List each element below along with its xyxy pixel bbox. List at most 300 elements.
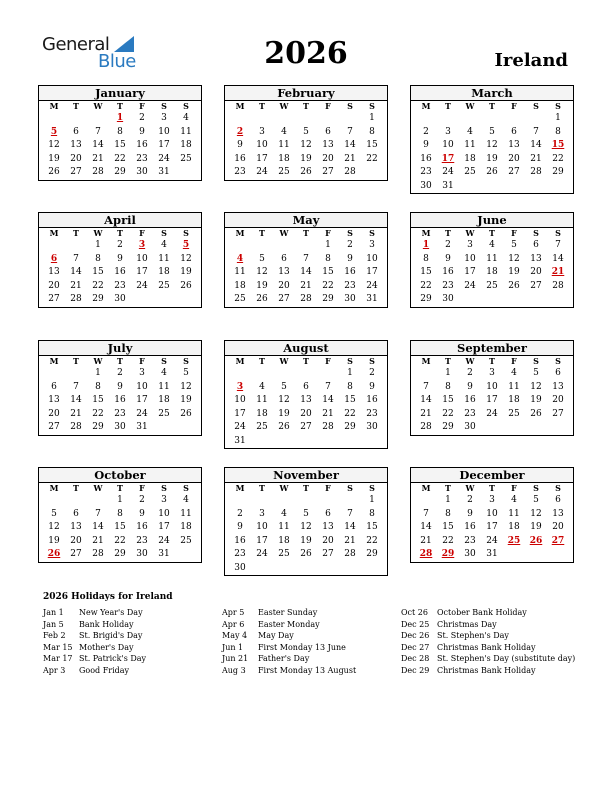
day-cell: 27 [552, 408, 564, 419]
empty-day-cell [317, 435, 339, 449]
day-cell: 13 [278, 267, 290, 277]
day-cell: 1 [445, 368, 451, 378]
month-august [224, 340, 388, 449]
day-cell: 18 [508, 522, 520, 532]
empty-day-cell [317, 112, 339, 126]
day-cell: 22 [344, 408, 356, 419]
empty-day-cell [229, 239, 251, 253]
empty-day-cell [503, 180, 525, 194]
empty-day-cell [131, 293, 153, 307]
holiday-date: Apr 3 [43, 665, 66, 675]
empty-day-cell [251, 435, 273, 449]
empty-day-cell [459, 180, 481, 194]
month-title: April [39, 213, 201, 228]
day-cell: 19 [256, 280, 268, 291]
month-days-grid [225, 101, 387, 180]
day-cell: 30 [464, 422, 476, 432]
empty-day-cell [459, 112, 481, 126]
month-june [410, 212, 574, 308]
day-cell: 2 [139, 495, 145, 505]
day-cell: 10 [136, 381, 148, 392]
day-cell: 28 [92, 167, 104, 177]
day-cell: 24 [136, 408, 148, 419]
day-cell: 25 [180, 153, 192, 164]
day-cell: 31 [158, 549, 170, 559]
day-cell: 29 [420, 294, 432, 304]
empty-day-cell [87, 494, 109, 508]
day-cell: 22 [442, 535, 454, 546]
day-cell: 20 [70, 153, 82, 164]
day-cell: 9 [467, 381, 473, 392]
empty-day-cell [153, 421, 175, 435]
day-cell: 6 [555, 495, 561, 505]
day-cell: 24 [486, 535, 498, 546]
day-cell: 17 [136, 395, 148, 405]
empty-day-cell [65, 239, 87, 253]
holiday-name: Bank Holiday [79, 619, 134, 629]
day-cell: 16 [136, 140, 148, 150]
day-cell: 7 [347, 508, 353, 519]
holiday-name: Easter Monday [258, 619, 320, 629]
day-cell: 7 [325, 381, 331, 392]
day-cell: 30 [464, 549, 476, 559]
day-cell: 9 [369, 381, 375, 392]
day-cell: 5 [281, 381, 287, 392]
day-cell: 8 [369, 126, 375, 137]
day-cell: 11 [508, 508, 520, 519]
day-cell: 8 [117, 126, 123, 137]
day-cell: 17 [464, 267, 476, 277]
day-cell: 22 [366, 153, 378, 164]
day-cell: 9 [347, 253, 353, 264]
weekday-header: F [511, 228, 517, 238]
day-cell: 10 [136, 253, 148, 264]
weekday-header: T [303, 483, 309, 493]
empty-day-cell [525, 421, 547, 435]
weekday-header: S [369, 228, 375, 238]
empty-day-cell [295, 367, 317, 381]
empty-day-cell [459, 293, 481, 307]
weekday-header: S [161, 483, 167, 493]
month-title: August [225, 341, 387, 356]
day-cell: 18 [180, 522, 192, 532]
weekday-header: W [93, 483, 103, 493]
day-cell: 16 [442, 267, 454, 277]
day-cell: 14 [420, 395, 432, 405]
day-cell: 5 [51, 508, 57, 519]
day-cell: 8 [445, 508, 451, 519]
holiday-name: St. Stephen's Day (substitute day) [437, 654, 576, 663]
day-cell: 17 [256, 535, 268, 546]
empty-day-cell [481, 112, 503, 126]
day-cell: 26 [180, 408, 192, 419]
day-cell: 28 [530, 167, 542, 177]
empty-day-cell [339, 112, 361, 126]
day-cell: 6 [303, 381, 309, 392]
country-label: Ireland [494, 50, 568, 71]
day-cell: 11 [180, 126, 192, 137]
month-october [38, 467, 202, 563]
weekday-header: S [347, 228, 353, 238]
holiday-name: New Year's Day [79, 608, 143, 617]
day-cell: 5 [303, 126, 309, 137]
holiday-name: First Monday 13 August [258, 665, 357, 675]
weekday-header: S [533, 356, 539, 366]
weekday-header: T [445, 101, 451, 111]
day-cell: 16 [234, 153, 246, 164]
day-cell: 16 [114, 395, 126, 405]
day-cell: 24 [136, 280, 148, 291]
empty-day-cell [547, 421, 569, 435]
holiday-date: May 4 [222, 631, 248, 640]
day-cell: 1 [369, 495, 375, 505]
weekday-header: W [465, 483, 475, 493]
holiday-day-cell: 3 [236, 381, 244, 392]
day-cell: 13 [300, 395, 312, 405]
day-cell: 27 [70, 167, 82, 177]
weekday-header: W [465, 228, 475, 238]
empty-day-cell [481, 421, 503, 435]
day-cell: 29 [366, 549, 378, 559]
holiday-day-cell: 27 [551, 535, 565, 546]
day-cell: 6 [51, 381, 57, 392]
empty-day-cell [273, 435, 295, 449]
day-cell: 16 [464, 395, 476, 405]
day-cell: 28 [70, 294, 82, 304]
weekday-header: T [73, 228, 79, 238]
day-cell: 29 [322, 294, 334, 304]
day-cell: 9 [467, 508, 473, 519]
day-cell: 18 [508, 395, 520, 405]
day-cell: 16 [366, 395, 378, 405]
weekday-header: T [489, 101, 495, 111]
day-cell: 13 [70, 522, 82, 532]
empty-day-cell [43, 112, 65, 126]
empty-day-cell [273, 367, 295, 381]
weekday-header: T [117, 101, 123, 111]
empty-day-cell [175, 421, 197, 435]
day-cell: 20 [70, 535, 82, 546]
month-february [224, 85, 388, 181]
day-cell: 27 [322, 549, 334, 559]
holiday-day-cell: 21 [551, 267, 565, 277]
holiday-day-cell: 2 [236, 126, 244, 137]
day-cell: 19 [48, 153, 60, 164]
month-july [38, 340, 202, 436]
day-cell: 24 [366, 280, 378, 291]
day-cell: 25 [278, 167, 290, 177]
day-cell: 27 [530, 280, 542, 291]
day-cell: 13 [552, 381, 564, 392]
holiday-column [222, 607, 356, 676]
weekday-header: S [369, 101, 375, 111]
day-cell: 7 [533, 126, 539, 137]
empty-day-cell [295, 494, 317, 508]
empty-day-cell [295, 562, 317, 576]
day-cell: 28 [92, 549, 104, 559]
month-may [224, 212, 388, 308]
holiday-row [401, 630, 575, 642]
empty-day-cell [525, 548, 547, 562]
month-title: December [411, 468, 573, 483]
day-cell: 4 [161, 368, 167, 378]
empty-day-cell [273, 494, 295, 508]
day-cell: 7 [95, 508, 101, 519]
weekday-header: T [73, 483, 79, 493]
day-cell: 17 [366, 267, 378, 277]
day-cell: 18 [180, 140, 192, 150]
holiday-day-cell: 28 [419, 549, 433, 559]
day-cell: 11 [234, 267, 246, 277]
month-title: November [225, 468, 387, 483]
day-cell: 2 [467, 495, 473, 505]
holiday-date: Dec 26 [401, 631, 430, 640]
day-cell: 8 [423, 253, 429, 264]
empty-day-cell [251, 367, 273, 381]
empty-day-cell [437, 112, 459, 126]
holiday-day-cell: 15 [551, 140, 565, 150]
day-cell: 30 [344, 294, 356, 304]
day-cell: 19 [486, 153, 498, 164]
day-cell: 29 [92, 294, 104, 304]
empty-day-cell [415, 367, 437, 381]
day-cell: 16 [234, 535, 246, 546]
month-days-grid [411, 483, 573, 562]
day-cell: 22 [114, 535, 126, 546]
weekday-header: F [511, 356, 517, 366]
day-cell: 2 [445, 240, 451, 250]
weekday-header: F [325, 228, 331, 238]
weekday-header: S [533, 228, 539, 238]
holiday-day-cell: 3 [138, 240, 146, 250]
weekday-header: F [511, 483, 517, 493]
day-cell: 19 [180, 267, 192, 277]
weekday-header: M [235, 228, 245, 238]
day-cell: 20 [48, 408, 60, 419]
month-title: September [411, 341, 573, 356]
day-cell: 3 [369, 240, 375, 250]
month-days-grid [39, 356, 201, 435]
empty-day-cell [175, 548, 197, 562]
weekday-header: W [279, 356, 289, 366]
holiday-name: May Day [258, 631, 294, 640]
day-cell: 6 [73, 508, 79, 519]
holiday-row [43, 653, 146, 665]
day-cell: 13 [508, 140, 520, 150]
weekday-header: F [139, 483, 145, 493]
day-cell: 21 [70, 408, 82, 419]
day-cell: 19 [300, 535, 312, 546]
holiday-row [222, 630, 356, 642]
day-cell: 6 [281, 253, 287, 264]
day-cell: 21 [420, 535, 432, 546]
holiday-day-cell: 4 [236, 253, 244, 264]
day-cell: 18 [158, 395, 170, 405]
weekday-header: T [445, 228, 451, 238]
day-cell: 13 [48, 267, 60, 277]
holiday-name: Christmas Bank Holiday [437, 642, 536, 652]
day-cell: 18 [158, 267, 170, 277]
day-cell: 5 [303, 508, 309, 519]
day-cell: 12 [48, 140, 60, 150]
day-cell: 10 [256, 140, 268, 150]
day-cell: 15 [366, 140, 378, 150]
weekday-header: M [421, 356, 431, 366]
day-cell: 24 [256, 167, 268, 177]
day-cell: 8 [445, 381, 451, 392]
day-cell: 8 [347, 381, 353, 392]
month-title: March [411, 86, 573, 101]
day-cell: 20 [552, 395, 564, 405]
day-cell: 10 [464, 253, 476, 264]
day-cell: 16 [464, 522, 476, 532]
day-cell: 27 [322, 167, 334, 177]
day-cell: 22 [442, 408, 454, 419]
day-cell: 8 [555, 126, 561, 137]
weekday-header: F [325, 356, 331, 366]
month-days-grid [411, 356, 573, 435]
day-cell: 5 [511, 240, 517, 250]
day-cell: 27 [48, 294, 60, 304]
day-cell: 13 [322, 522, 334, 532]
day-cell: 8 [95, 253, 101, 264]
day-cell: 10 [366, 253, 378, 264]
month-september [410, 340, 574, 436]
day-cell: 3 [161, 495, 167, 505]
day-cell: 9 [117, 253, 123, 264]
weekday-header: T [303, 101, 309, 111]
day-cell: 26 [486, 167, 498, 177]
holiday-name: First Monday 13 June [258, 642, 346, 652]
weekday-header: W [93, 356, 103, 366]
weekday-header: W [93, 101, 103, 111]
month-march [410, 85, 574, 194]
day-cell: 23 [136, 535, 148, 546]
day-cell: 7 [95, 126, 101, 137]
day-cell: 20 [48, 280, 60, 291]
day-cell: 15 [92, 395, 104, 405]
holiday-day-cell: 17 [441, 153, 455, 164]
holiday-date: Jan 5 [43, 619, 64, 629]
weekday-header: F [325, 101, 331, 111]
day-cell: 11 [158, 381, 170, 392]
month-title: May [225, 213, 387, 228]
empty-day-cell [87, 112, 109, 126]
day-cell: 7 [73, 253, 79, 264]
empty-day-cell [503, 293, 525, 307]
day-cell: 21 [420, 408, 432, 419]
weekday-header: T [259, 483, 265, 493]
day-cell: 14 [300, 267, 312, 277]
day-cell: 26 [180, 280, 192, 291]
weekday-header: F [511, 101, 517, 111]
day-cell: 11 [278, 522, 290, 532]
day-cell: 31 [234, 435, 246, 446]
empty-day-cell [175, 166, 197, 180]
weekday-header: T [259, 228, 265, 238]
day-cell: 6 [325, 508, 331, 519]
weekday-header: S [533, 101, 539, 111]
day-cell: 4 [511, 368, 517, 378]
day-cell: 16 [114, 267, 126, 277]
day-cell: 26 [300, 167, 312, 177]
weekday-header: S [347, 356, 353, 366]
day-cell: 11 [180, 508, 192, 519]
weekday-header: S [369, 483, 375, 493]
empty-day-cell [525, 112, 547, 126]
day-cell: 24 [464, 280, 476, 291]
day-cell: 22 [114, 153, 126, 164]
day-cell: 16 [344, 267, 356, 277]
weekday-header: T [259, 101, 265, 111]
day-cell: 7 [555, 240, 561, 250]
day-cell: 21 [70, 280, 82, 291]
day-cell: 12 [530, 508, 542, 519]
day-cell: 26 [278, 422, 290, 432]
day-cell: 23 [442, 280, 454, 291]
day-cell: 9 [117, 381, 123, 392]
page-title: 2026 [264, 36, 348, 71]
weekday-header: S [369, 356, 375, 366]
month-title: February [225, 86, 387, 101]
weekday-header: M [49, 356, 59, 366]
day-cell: 1 [325, 240, 331, 250]
day-cell: 22 [420, 280, 432, 291]
holiday-date: Dec 28 [401, 654, 430, 663]
weekday-header: T [489, 356, 495, 366]
day-cell: 23 [366, 408, 378, 419]
day-cell: 13 [552, 508, 564, 519]
day-cell: 23 [464, 408, 476, 419]
holiday-row [222, 665, 356, 677]
day-cell: 9 [237, 522, 243, 532]
day-cell: 7 [423, 508, 429, 519]
holiday-day-cell: 26 [529, 535, 543, 546]
empty-day-cell [65, 367, 87, 381]
day-cell: 27 [70, 549, 82, 559]
empty-day-cell [547, 293, 569, 307]
day-cell: 20 [322, 535, 334, 546]
day-cell: 2 [369, 368, 375, 378]
empty-day-cell [273, 239, 295, 253]
empty-day-cell [317, 562, 339, 576]
day-cell: 9 [237, 140, 243, 150]
day-cell: 1 [445, 495, 451, 505]
weekday-header: S [161, 101, 167, 111]
empty-day-cell [65, 494, 87, 508]
weekday-header: S [347, 101, 353, 111]
day-cell: 30 [136, 167, 148, 177]
weekday-header: S [533, 483, 539, 493]
day-cell: 21 [92, 535, 104, 546]
day-cell: 30 [366, 422, 378, 432]
weekday-header: S [183, 228, 189, 238]
day-cell: 25 [158, 280, 170, 291]
holiday-name: Father's Day [258, 654, 310, 663]
holiday-row [43, 642, 146, 654]
day-cell: 13 [70, 140, 82, 150]
day-cell: 30 [136, 549, 148, 559]
day-cell: 31 [442, 180, 454, 191]
day-cell: 15 [442, 395, 454, 405]
day-cell: 24 [234, 422, 246, 432]
weekday-header: S [555, 483, 561, 493]
day-cell: 6 [325, 126, 331, 137]
holiday-row [43, 630, 146, 642]
empty-day-cell [525, 293, 547, 307]
holiday-day-cell: 6 [50, 253, 58, 264]
day-cell: 15 [114, 140, 126, 150]
